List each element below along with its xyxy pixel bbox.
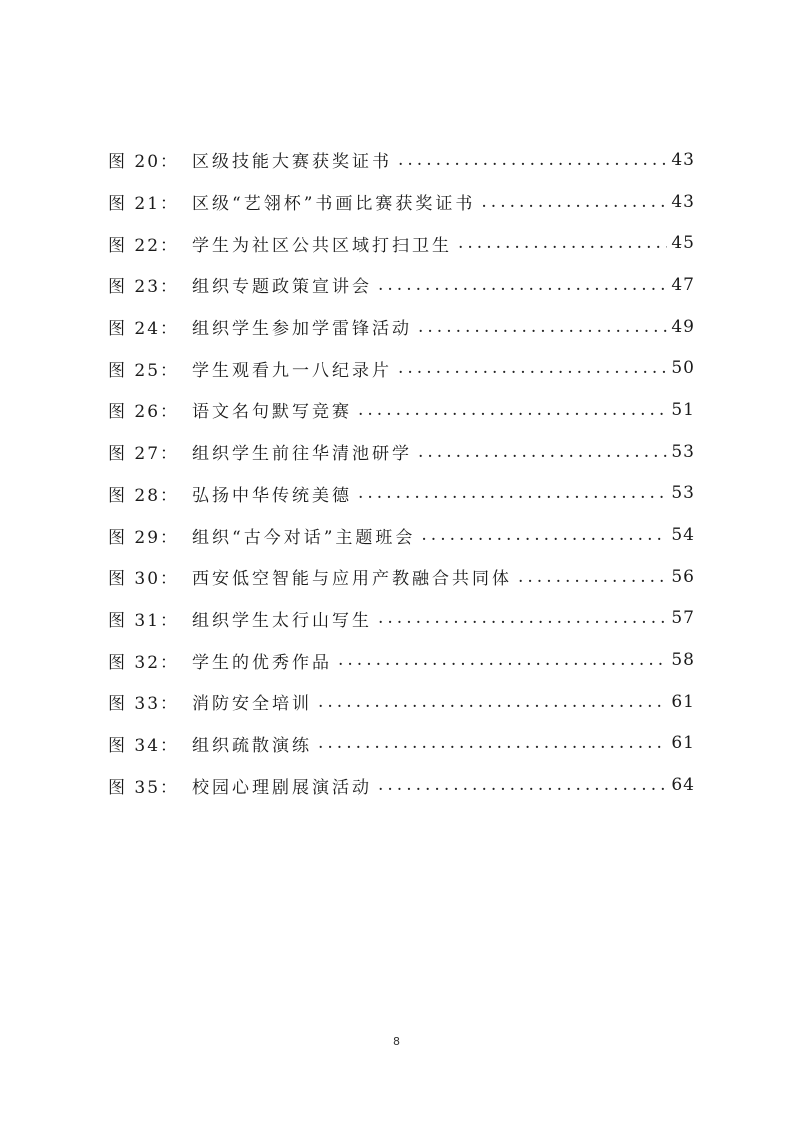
figure-page: 56 <box>671 566 695 587</box>
toc-entry-34[interactable] <box>108 723 695 765</box>
figure-number: 图 24： <box>108 319 180 340</box>
figure-page: 53 <box>671 483 695 504</box>
dot-leader <box>518 567 667 587</box>
toc-entry-27[interactable] <box>108 431 695 473</box>
figure-number: 图 35： <box>108 777 180 798</box>
figure-page: 57 <box>671 608 695 629</box>
figure-title: 校园心理剧展演活动 <box>192 777 372 798</box>
toc-entry-30[interactable] <box>108 556 695 598</box>
dot-leader <box>378 608 667 628</box>
figure-number: 图 21： <box>108 194 180 215</box>
figure-title: 弘扬中华传统美德 <box>192 485 352 506</box>
toc-entry-22[interactable] <box>108 222 695 264</box>
dot-leader <box>398 150 667 170</box>
figure-page: 61 <box>671 691 695 712</box>
dot-leader <box>458 233 667 253</box>
figure-page: 51 <box>671 399 695 420</box>
figure-number: 图 26： <box>108 402 180 423</box>
figure-title: 组织“古今对话”主题班会 <box>192 527 416 548</box>
figure-number: 图 23： <box>108 277 180 298</box>
figure-page: 49 <box>671 316 695 337</box>
figure-number: 图 20： <box>108 152 180 173</box>
figure-title: 西安低空智能与应用产教融合共同体 <box>192 569 512 590</box>
figure-list <box>108 139 695 806</box>
figure-page: 43 <box>671 149 695 170</box>
dot-leader <box>378 775 667 795</box>
dot-leader <box>358 483 667 503</box>
toc-entry-28[interactable] <box>108 473 695 515</box>
figure-number: 图 29： <box>108 527 180 548</box>
toc-entry-31[interactable] <box>108 598 695 640</box>
figure-title: 组织学生前往华清池研学 <box>192 444 412 465</box>
toc-entry-32[interactable] <box>108 639 695 681</box>
dot-leader <box>418 317 667 337</box>
figure-page: 45 <box>671 233 695 254</box>
figure-title: 学生的优秀作品 <box>192 652 332 673</box>
figure-number: 图 31： <box>108 610 180 631</box>
figure-page: 61 <box>671 733 695 754</box>
figure-number: 图 30： <box>108 569 180 590</box>
figure-title: 组织学生参加学雷锋活动 <box>192 319 412 340</box>
toc-entry-23[interactable] <box>108 264 695 306</box>
figure-number: 图 34： <box>108 735 180 756</box>
dot-leader <box>421 525 667 545</box>
toc-entry-25[interactable] <box>108 347 695 389</box>
figure-number: 图 28： <box>108 485 180 506</box>
toc-entry-20[interactable] <box>108 139 695 181</box>
toc-entry-35[interactable] <box>108 764 695 806</box>
figure-page: 47 <box>671 274 695 295</box>
figure-page: 53 <box>671 441 695 462</box>
dot-leader <box>318 733 667 753</box>
dot-leader <box>318 692 667 712</box>
figure-title: 学生观看九一八纪录片 <box>192 360 392 381</box>
figure-page: 43 <box>671 191 695 212</box>
figure-title: 语文名句默写竞赛 <box>192 402 352 423</box>
figure-number: 图 22： <box>108 235 180 256</box>
toc-entry-29[interactable] <box>108 514 695 556</box>
figure-title: 消防安全培训 <box>192 694 312 715</box>
figure-title: 区级技能大赛获奖证书 <box>192 152 392 173</box>
figure-number: 图 32： <box>108 652 180 673</box>
figure-title: 组织学生太行山写生 <box>192 610 372 631</box>
figure-page: 58 <box>671 650 695 671</box>
figure-page: 50 <box>671 358 695 379</box>
toc-entry-33[interactable] <box>108 681 695 723</box>
dot-leader <box>418 442 667 462</box>
figure-page: 64 <box>671 775 695 796</box>
dot-leader <box>481 192 667 212</box>
figure-title: 组织专题政策宣讲会 <box>192 277 372 298</box>
figure-number: 图 25： <box>108 360 180 381</box>
dot-leader <box>378 275 667 295</box>
figure-number: 图 33： <box>108 694 180 715</box>
toc-entry-21[interactable] <box>108 181 695 223</box>
dot-leader <box>358 400 667 420</box>
toc-entry-26[interactable] <box>108 389 695 431</box>
toc-entry-24[interactable] <box>108 306 695 348</box>
dot-leader <box>338 650 667 670</box>
dot-leader <box>398 358 667 378</box>
figure-title: 区级“艺翎杯”书画比赛获奖证书 <box>192 194 476 215</box>
figure-number: 图 27： <box>108 444 180 465</box>
figure-title: 学生为社区公共区域打扫卫生 <box>192 235 452 256</box>
figure-page: 54 <box>671 525 695 546</box>
figure-title: 组织疏散演练 <box>192 735 312 756</box>
page-number: 8 <box>393 1035 400 1048</box>
